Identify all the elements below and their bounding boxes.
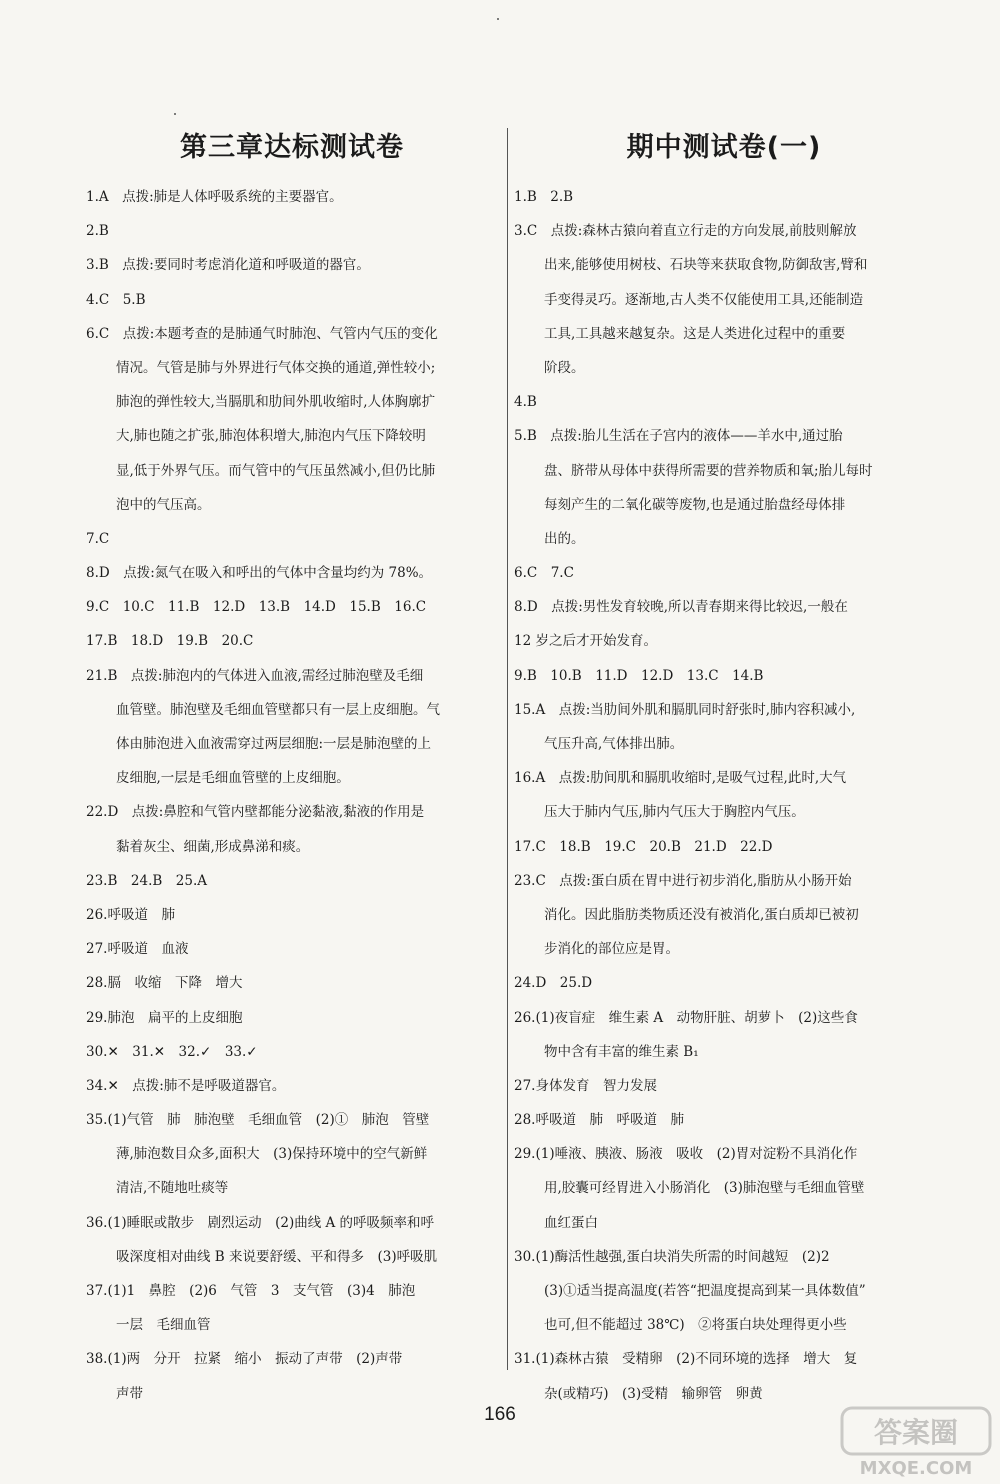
answer-line: 7.C [86, 530, 110, 547]
answer-line: 28.膈 收缩 下降 增大 [86, 975, 243, 992]
answer-line: 6.C 7.C [514, 565, 574, 582]
right-column [514, 128, 934, 1411]
watermark-text-cn: 答案圈 [873, 1416, 959, 1449]
answer-line: 3.C 点拨:森林古猿向着直立行走的方向发展,前肢则解放 [514, 223, 857, 240]
right-title: 期中测试卷(一) [626, 132, 822, 163]
answer-line: 17.C 18.B 19.C 20.B 21.D 22.D [514, 838, 773, 855]
scan-speck [497, 18, 499, 20]
answer-line: 大,肺也随之扩张,肺泡体积增大,肺泡内气压下降较明 [116, 428, 426, 445]
answer-line: 出来,能够使用树枝、石块等来获取食物,防御敌害,臂和 [544, 257, 868, 274]
answer-line: 27.身体发育 智力发展 [514, 1077, 657, 1094]
answer-line: 情况。气管是肺与外界进行气体交换的通道,弹性较小; [116, 359, 436, 376]
answer-line: 薄,肺泡数目众多,面积大 (3)保持环境中的空气新鲜 [116, 1146, 428, 1163]
answer-line: 12 岁之后才开始发育。 [514, 633, 657, 650]
answer-line: 9.B 10.B 11.D 12.D 13.C 14.B [514, 667, 764, 684]
answer-line: 肺泡的弹性较大,当膈肌和肋间外肌收缩时,人体胸廓扩 [116, 394, 436, 411]
answer-line: (3)①适当提高温度(若答“把温度提高到某一具体数值” [544, 1283, 866, 1299]
answer-line: 38.(1)两 分开 拉紧 缩小 振动了声带 (2)声带 [86, 1351, 403, 1368]
left-answer-list [86, 180, 498, 1411]
answer-line: 黏着灰尘、细菌,形成鼻涕和痰。 [116, 838, 310, 855]
page-number: 166 [484, 1404, 516, 1425]
answer-line: 体由肺泡进入血液需穿过两层细胞:一层是肺泡壁的上 [116, 736, 432, 752]
left-title: 第三章达标测试卷 [180, 132, 404, 163]
answer-line: 37.(1)1 鼻腔 (2)6 气管 3 支气管 (3)4 肺泡 [86, 1283, 416, 1299]
answer-line: 声带 [116, 1385, 143, 1402]
answer-line: 28.呼吸道 肺 呼吸道 肺 [514, 1112, 684, 1129]
answer-line: 9.C 10.C 11.B 12.D 13.B 14.D 15.B 16.C [86, 599, 427, 616]
answer-line: 用,胶囊可经胃进入小肠消化 (3)肺泡壁与毛细血管壁 [544, 1180, 865, 1197]
answer-line: 皮细胞,一层是毛细血管壁的上皮细胞。 [116, 770, 350, 787]
answer-line: 压大于肺内气压,肺内气压大于胸腔内气压。 [544, 804, 805, 821]
left-column [86, 128, 498, 1411]
watermark-text-en: MXQE.COM [859, 1458, 973, 1479]
answer-line: 物中含有丰富的维生素 B₁ [544, 1043, 699, 1060]
answer-line: 26.呼吸道 肺 [86, 906, 175, 923]
answer-line: 血管壁。肺泡壁及毛细血管壁都只有一层上皮细胞。气 [116, 701, 440, 718]
answer-line: 22.D 点拨:鼻腔和气管内壁都能分泌黏液,黏液的作用是 [86, 804, 425, 821]
answer-line: 30.(1)酶活性越强,蛋白块消失所需的时间越短 (2)2 [514, 1248, 830, 1265]
scan-speck [174, 113, 176, 115]
right-answer-list [514, 180, 934, 1411]
answer-line: 血红蛋白 [544, 1214, 598, 1231]
answer-line: 3.B 点拨:要同时考虑消化道和呼吸道的器官。 [86, 257, 370, 274]
answer-line: 每刻产生的二氧化碳等废物,也是通过胎盘经母体排 [544, 496, 846, 513]
answer-line: 盘、脐带从母体中获得所需要的营养物质和氧;胎儿每时 [544, 462, 873, 479]
answer-line: 5.B 点拨:胎儿生活在子宫内的液体——羊水中,通过胎 [514, 428, 843, 445]
answer-line: 29.肺泡 扁平的上皮细胞 [86, 1009, 243, 1026]
answer-line: 手变得灵巧。逐渐地,古人类不仅能使用工具,还能制造 [544, 291, 864, 308]
answer-line: 工具,工具越来越复杂。这是人类进化过程中的重要 [544, 325, 846, 342]
answer-line: 1.A 点拨:肺是人体呼吸系统的主要器官。 [86, 189, 343, 205]
answer-line: 16.A 点拨:肋间肌和膈肌收缩时,是吸气过程,此时,大气 [514, 770, 847, 787]
answer-line: 杂(或精巧) (3)受精 输卵管 卵黄 [544, 1385, 763, 1402]
answer-line: 阶段。 [544, 359, 585, 376]
answer-line: 23.C 点拨:蛋白质在胃中进行初步消化,脂肪从小肠开始 [514, 872, 852, 889]
answer-line: 17.B 18.D 19.B 20.C [86, 633, 254, 650]
answer-line: 27.呼吸道 血液 [86, 941, 189, 958]
answer-line: 也可,但不能超过 38℃) ②将蛋白块处理得更小些 [544, 1317, 847, 1334]
answer-line: 24.D 25.D [514, 975, 593, 992]
answer-line: 清洁,不随地吐痰等 [116, 1180, 229, 1197]
answer-line: 步消化的部位应是胃。 [544, 941, 679, 958]
answer-line: 气压升高,气体排出肺。 [544, 736, 684, 752]
answer-line: 6.C 点拨:本题考查的是肺通气时肺泡、气管内气压的变化 [86, 325, 438, 342]
answer-line: 消化。因此脂肪类物质还没有被消化,蛋白质却已被初 [544, 906, 859, 923]
answer-line: 显,低于外界气压。而气管中的气压虽然减小,但仍比肺 [116, 462, 436, 479]
answer-line: 吸深度相对曲线 B 来说要舒缓、平和得多 (3)呼吸肌 [116, 1248, 438, 1265]
answer-line: 1.B 2.B [514, 189, 574, 205]
answer-line: 34.✕ 点拨:肺不是呼吸道器官。 [86, 1077, 286, 1094]
answer-line: 4.C 5.B [86, 291, 146, 308]
answer-line: 29.(1)唾液、胰液、肠液 吸收 (2)胃对淀粉不具消化作 [514, 1146, 858, 1163]
answer-line: 8.D 点拨:男性发育较晚,所以青春期来得比较迟,一般在 [514, 599, 848, 616]
answer-line: 21.B 点拨:肺泡内的气体进入血液,需经过肺泡壁及毛细 [86, 667, 424, 684]
answer-line: 26.(1)夜盲症 维生素 A 动物肝脏、胡萝卜 (2)这些食 [514, 1009, 858, 1026]
answer-line: 36.(1)睡眠或散步 剧烈运动 (2)曲线 A 的呼吸频率和呼 [86, 1214, 435, 1231]
answer-line: 泡中的气压高。 [116, 496, 211, 513]
answer-line: 31.(1)森林古猿 受精卵 (2)不同环境的选择 增大 复 [514, 1351, 858, 1368]
answer-line: 4.B [514, 394, 537, 411]
answer-line: 一层 毛细血管 [116, 1317, 211, 1334]
answer-line: 2.B [86, 223, 109, 240]
answer-line: 出的。 [544, 530, 585, 547]
column-divider [507, 128, 508, 1370]
answer-line: 23.B 24.B 25.A [86, 872, 207, 889]
answer-line: 8.D 点拨:氮气在吸入和呼出的气体中含量均约为 78%。 [86, 565, 433, 582]
answer-line: 15.A 点拨:当肋间外肌和膈肌同时舒张时,肺内容积减小, [514, 701, 856, 718]
answer-line: 35.(1)气管 肺 肺泡壁 毛细血管 (2)① 肺泡 管壁 [86, 1112, 430, 1129]
answer-line: 30.✕ 31.✕ 32.✓ 33.✓ [86, 1043, 258, 1060]
